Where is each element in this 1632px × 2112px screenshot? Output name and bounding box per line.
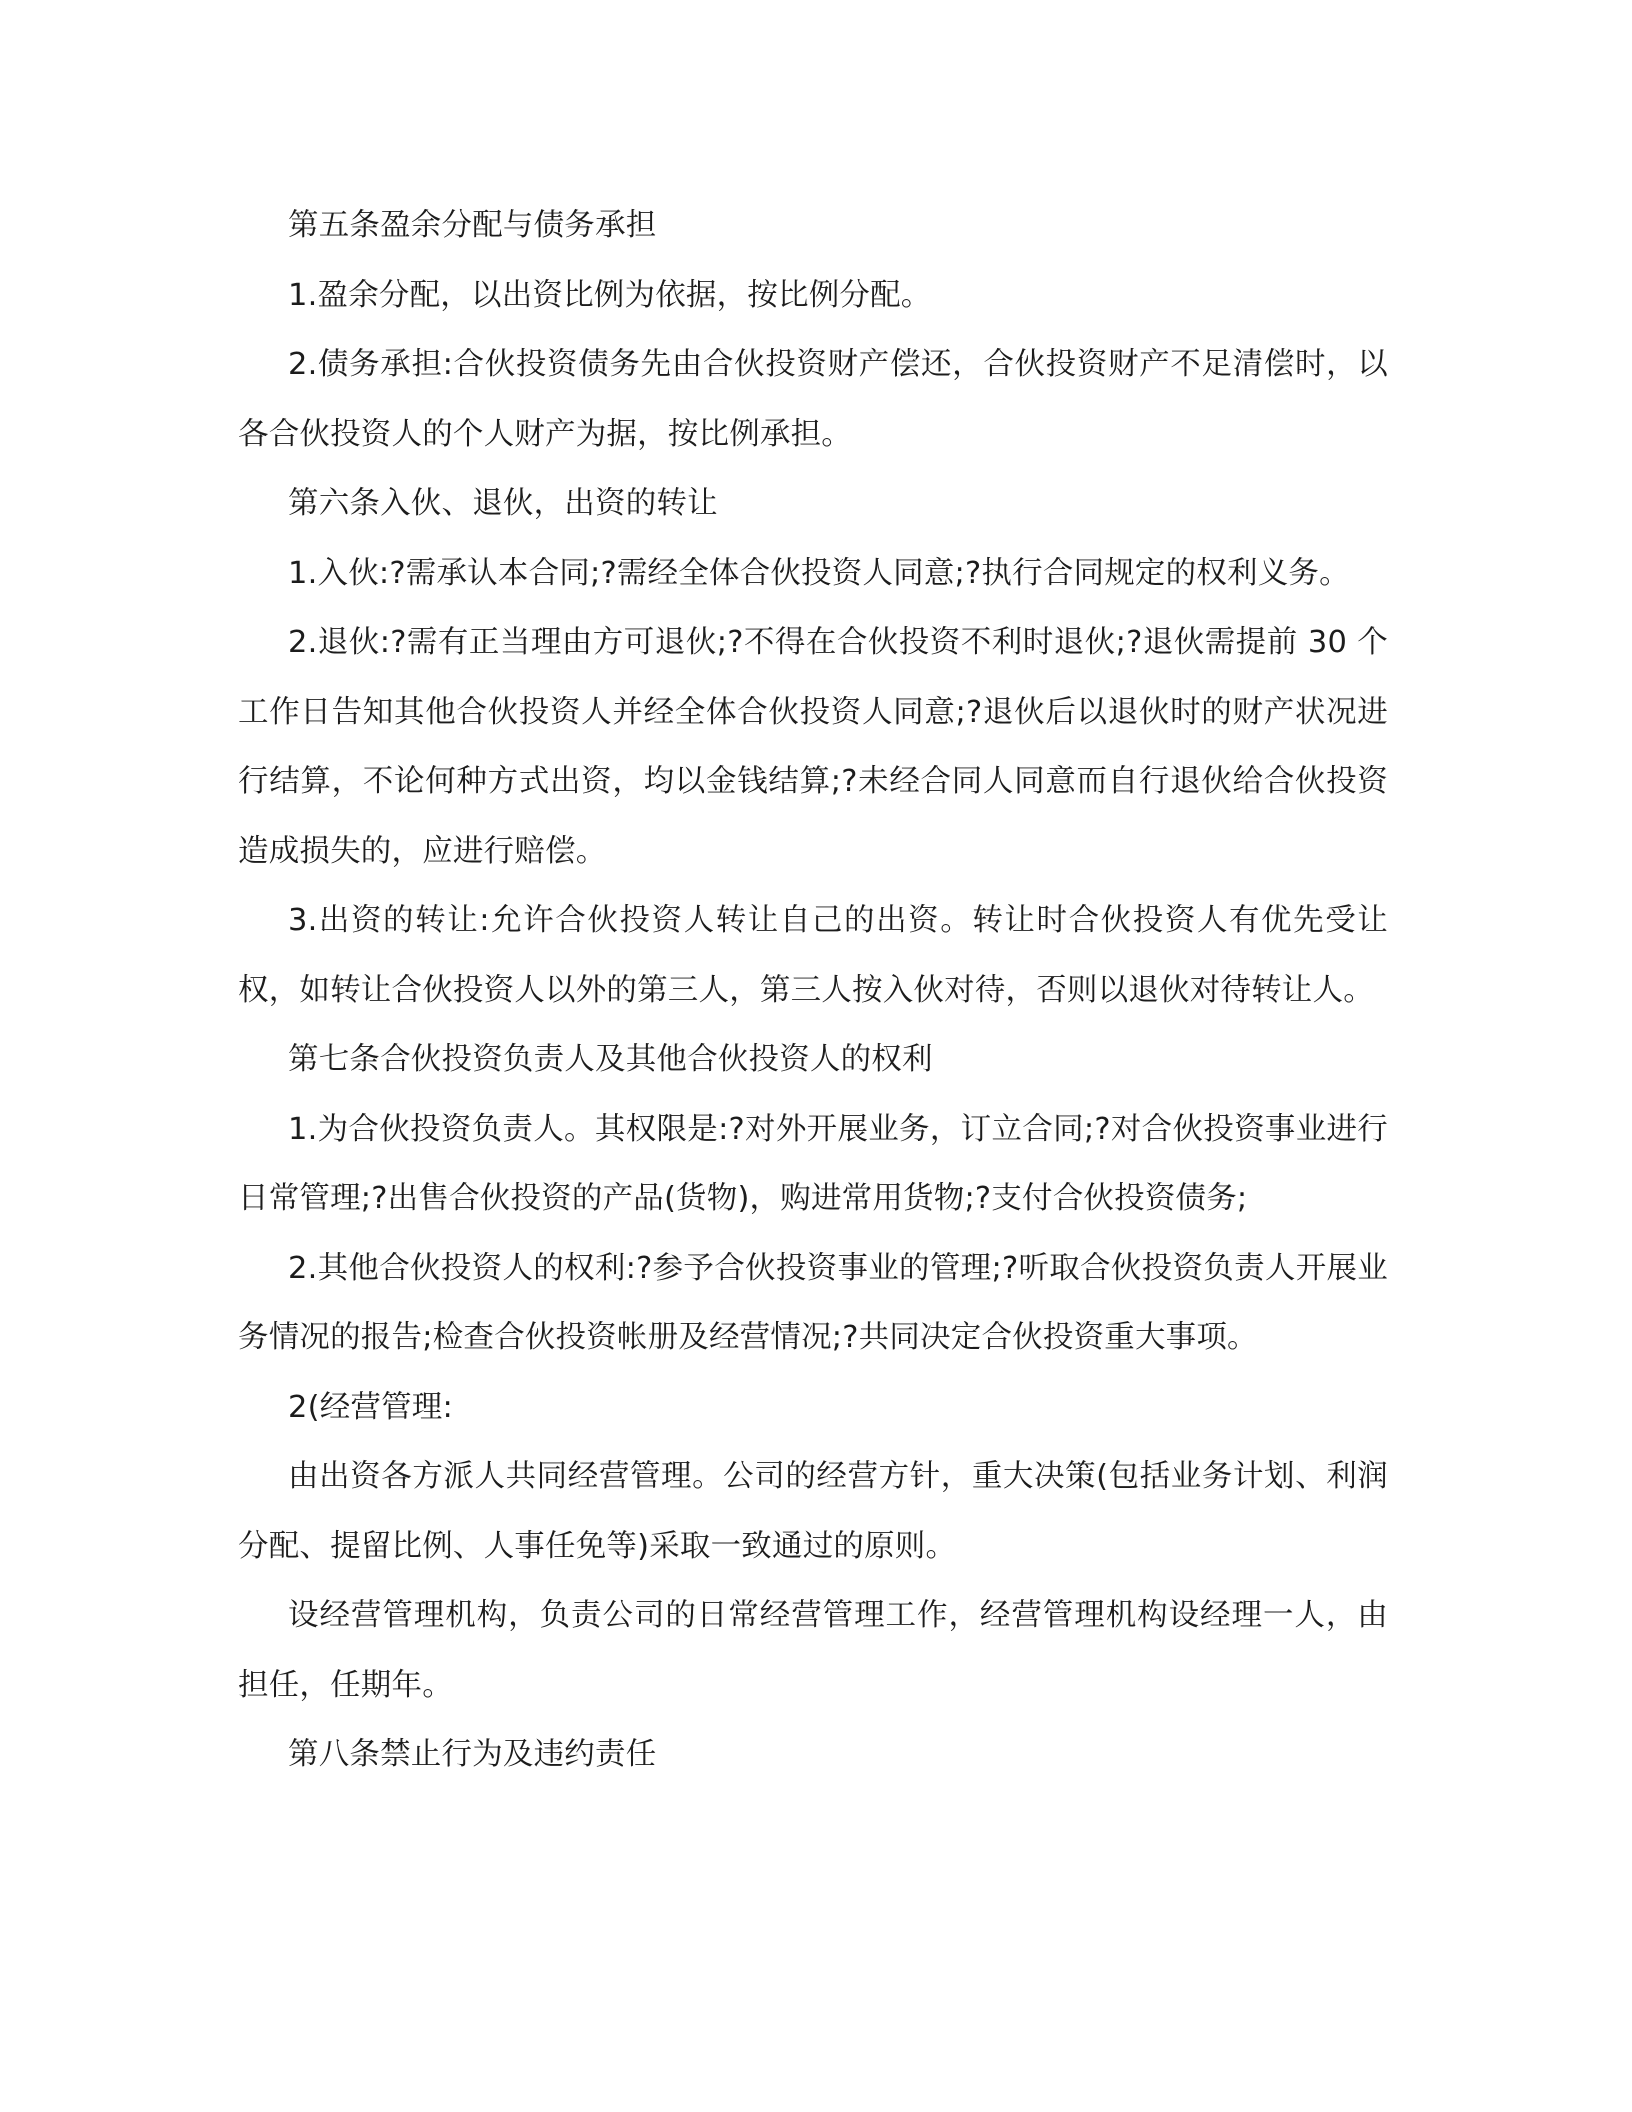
article-5-heading: 第五条盈余分配与债务承担	[288, 208, 657, 243]
document-body	[238, 191, 1388, 1790]
management-heading: 2(经营管理:	[288, 1389, 453, 1425]
article-7-item-1: 1.为合伙投资负责人。其权限是:?对外开展业务，订立合同;?对合伙投资事业进行日常管理;?出售合伙投资的产品(货物)，购进常用货物;?支付合伙投资债务;	[238, 1111, 1388, 1216]
article-6-item-1: 1.入伙:?需承认本合同;?需经全体合伙投资人同意;?执行合同规定的权利义务。	[288, 555, 1350, 591]
article-6-item-2: 2.退伙:?需有正当理由方可退伙;?不得在合伙投资不利时退伙;?退伙需提前 30 个工作日告知其他合伙投资人并经全体合伙投资人同意;?退伙后以退伙时的财产状况进行结算，不论何种方式出资，均以金钱结算;?未经合同人同意而自行退伙给合伙投资造成损失的，应进行赔偿。	[238, 625, 1388, 869]
management-paragraph-2: 设经营管理机构，负责公司的日常经营管理工作，经营管理机构设经理一人，由担任，任期年。	[238, 1598, 1388, 1703]
management-paragraph-1: 由出资各方派人共同经营管理。公司的经营方针，重大决策(包括业务计划、利润分配、提留比例、人事任免等)采取一致通过的原则。	[238, 1459, 1388, 1564]
article-6-item-3: 3.出资的转让:允许合伙投资人转让自己的出资。转让时合伙投资人有优先受让权，如转让合伙投资人以外的第三人，第三人按入伙对待，否则以退伙对待转让人。	[238, 903, 1388, 1008]
article-7-heading: 第七条合伙投资负责人及其他合伙投资人的权利	[288, 1042, 933, 1077]
article-6-heading: 第六条入伙、退伙，出资的转让	[288, 486, 718, 521]
article-8-heading: 第八条禁止行为及违约责任	[288, 1737, 657, 1772]
article-5-item-1: 1.盈余分配，以出资比例为依据，按比例分配。	[288, 277, 932, 313]
article-5-item-2: 2.债务承担:合伙投资债务先由合伙投资财产偿还，合伙投资财产不足清偿时，以各合伙投资人的个人财产为据，按比例承担。	[238, 347, 1388, 452]
article-7-item-2: 2.其他合伙投资人的权利:?参予合伙投资事业的管理;?听取合伙投资负责人开展业务情况的报告;检查合伙投资帐册及经营情况;?共同决定合伙投资重大事项。	[238, 1250, 1388, 1355]
